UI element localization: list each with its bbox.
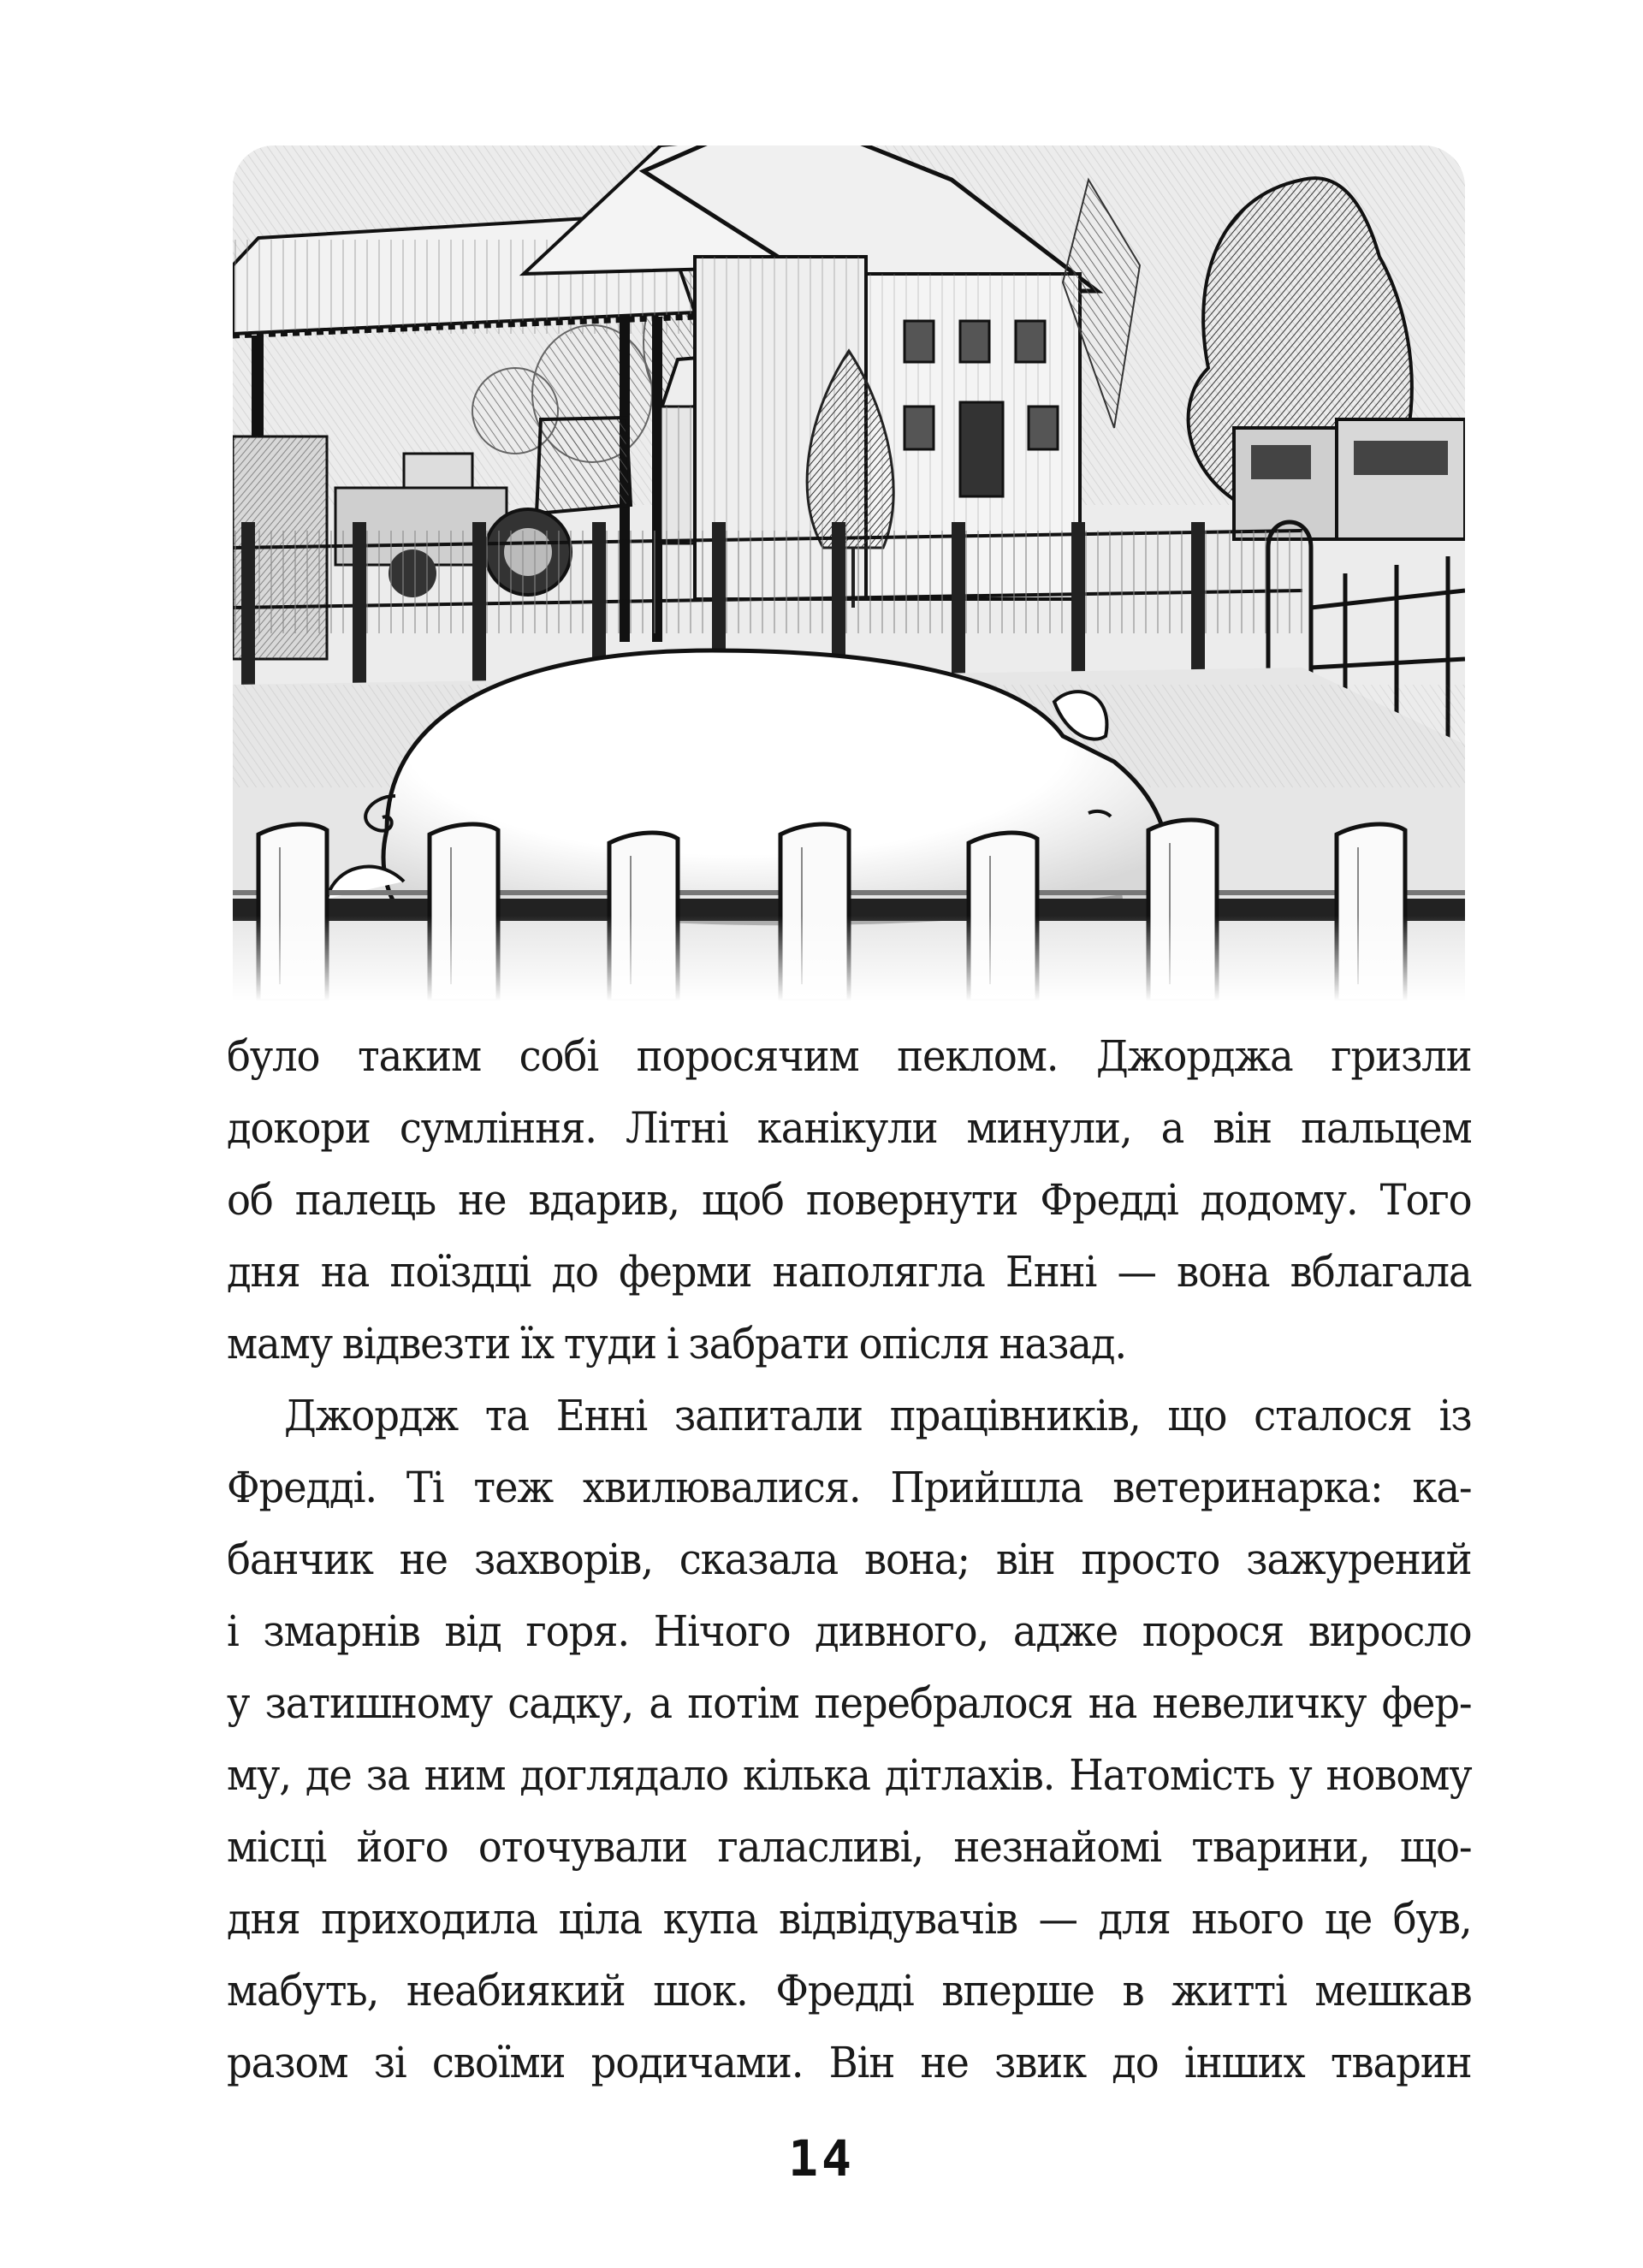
text-line: дня приходила ціла купа відвідувачів — для нього це був, [227,1894,1472,1944]
trucks [1234,419,1465,539]
farm-sketch-image [233,145,1465,1001]
text-line: докори сумління. Літні канікули минули, а він пальцем [227,1103,1472,1153]
text-line: місці його оточували галасливі, незнайомі тварини, що- [227,1822,1472,1872]
text-line: дня на поїздці до ферми наполягла Енні — вона вблагала [227,1247,1472,1297]
text-line: банчик не захворів, сказала вона; він просто зажурений [227,1535,1472,1584]
text-line: му, де за ним доглядало кілька дітлахів. Натомість у новому [227,1750,1472,1800]
text-line: Фредді. Ті теж хвилювалися. Прийшла ветеринарка: ка- [227,1463,1472,1512]
text-line: разом зі своїми родичами. Він не звик до інших тварин [227,2038,1472,2087]
text-line: об палець не вдарив, щоб повернути Фредді додому. Того [227,1175,1472,1225]
farm-pig-illustration [233,145,1465,1001]
page-number: 14 [788,2129,855,2188]
body-text [227,1020,1472,2099]
paragraph-2 [227,1380,1472,2099]
text-line: маму відвезти їх туди і забрати опісля назад. [227,1319,1127,1369]
text-line: мабуть, неабиякий шок. Фредді вперше в житті мешкав [227,1966,1472,2016]
text-line: Джордж та Енні запитали працівників, що сталося із [283,1391,1472,1440]
text-line: було таким собі поросячим пеклом. Джорджа гризли [227,1031,1472,1081]
text-line: і змарнів від горя. Нічого дивного, адже порося виросло [227,1606,1472,1656]
paragraph-1 [227,1020,1472,1380]
text-line: у затишному садку, а потім перебралося на невеличку фер- [227,1678,1472,1728]
